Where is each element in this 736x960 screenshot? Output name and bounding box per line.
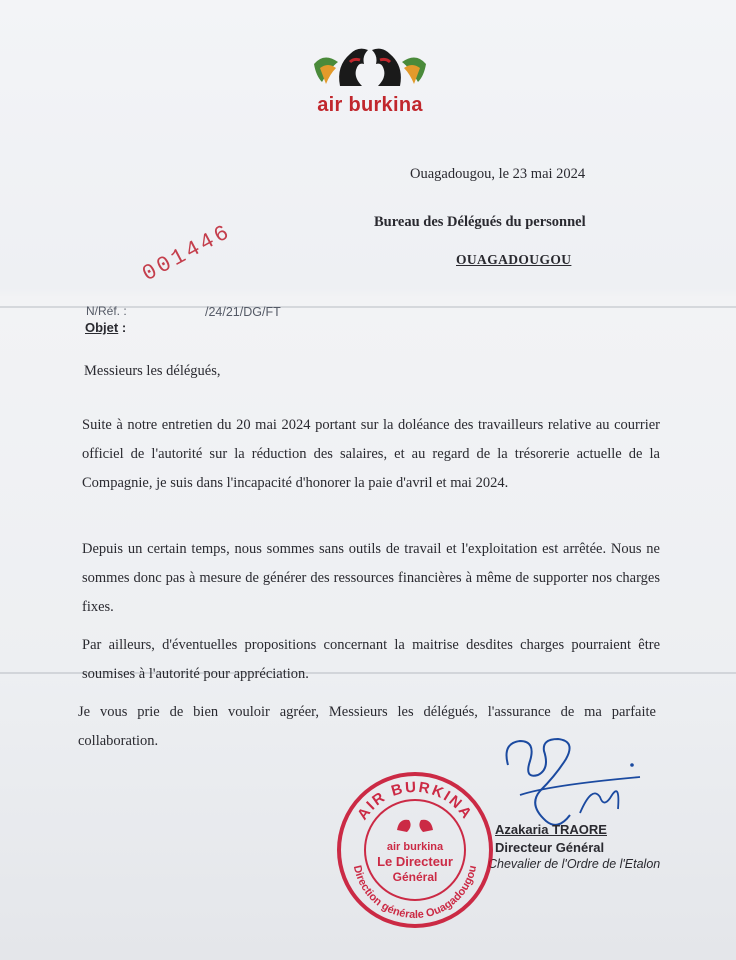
closing-paragraph: Je vous prie de bien vouloir agréer, Messieurs les délégués, l'assurance de ma parfaite collaboration. <box>78 704 656 749</box>
recipient-office: Bureau des Délégués du personnel <box>374 214 586 230</box>
date-line: Ouagadougou, le 23 mai 2024 <box>410 166 586 182</box>
subject-line <box>85 320 126 335</box>
stamp-line1: Le Directeur <box>377 854 453 869</box>
stamp-bottom-arc-text: Direction générale Ouagadougou <box>350 864 480 922</box>
stamp-line2: Général <box>392 870 438 884</box>
reference-label: N/Réf. : <box>86 304 127 318</box>
salutation: Messieurs les délégués, <box>84 363 221 379</box>
signer-honor: Chevalier de l'Ordre de l'Etalon <box>488 857 661 871</box>
letterhead-logo <box>300 42 440 122</box>
brand-name: air burkina <box>317 94 423 116</box>
registration-number-stamp: 001446 <box>138 219 236 287</box>
signer-title: Directeur Général <box>495 840 605 855</box>
stamp-brand: air burkina <box>386 841 444 853</box>
official-round-stamp <box>335 770 495 930</box>
body-paragraph: Depuis un certain temps, nous sommes sans outils de travail et l'exploitation est arrêtée. Nous ne sommes donc pas à mesure de générer des ressources financières à même de supporter nos charges fixes. <box>82 541 660 615</box>
recipient-city: OUAGADOUGOU <box>456 252 572 267</box>
horse-heads-logo-icon <box>310 42 430 92</box>
body-paragraph: Par ailleurs, d'éventuelles propositions concernant la maitrise desdites charges pourraient être soumises à l'autorité pour appréciation. <box>82 637 660 682</box>
body-paragraph: Suite à notre entretien du 20 mai 2024 portant sur la doléance des travailleurs relative au courrier officiel de l'autorité sur la réduction des salaires, et au regard de la trésorerie actuelle de la Compagnie, je suis dans l'incapacité d'honorer la paie d'avril et mai 2024. <box>82 417 660 491</box>
stamp-logo-icon <box>397 820 433 832</box>
reference-code: /24/21/DG/FT <box>205 305 281 319</box>
subject-label: Objet <box>85 320 119 335</box>
subject-separator: : <box>118 320 127 335</box>
signer-name: Azakaria TRAORE <box>495 822 607 837</box>
stamp-top-arc-text: AIR BURKINA <box>354 778 476 824</box>
handwritten-signature <box>480 735 650 835</box>
